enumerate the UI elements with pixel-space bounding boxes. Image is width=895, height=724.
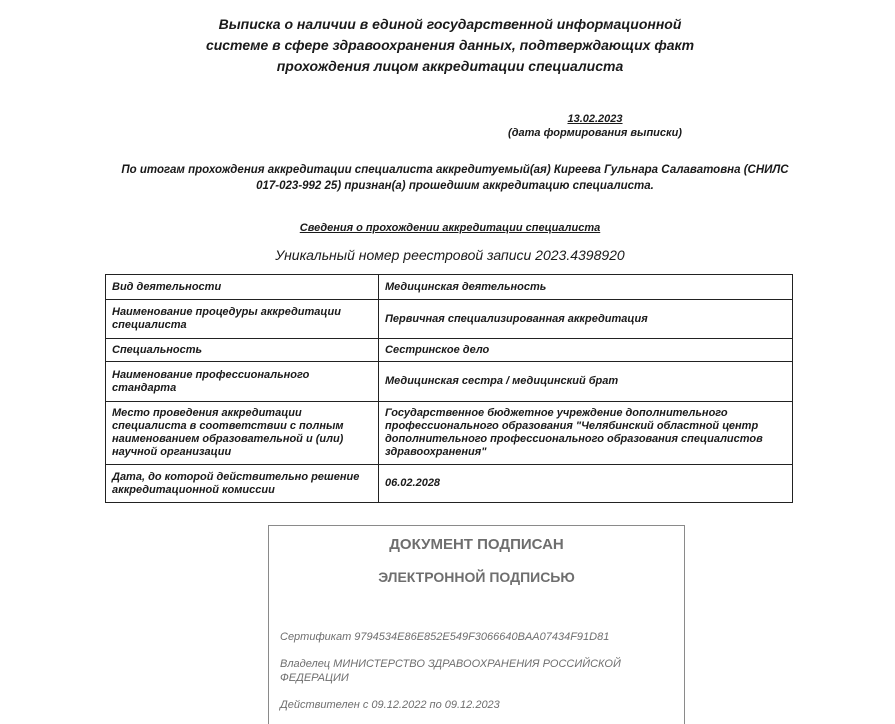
row-label: Специальность: [106, 339, 379, 362]
table-row: [106, 300, 793, 339]
accreditation-table: [105, 274, 793, 503]
row-value: Медицинская деятельность: [379, 275, 793, 300]
row-label: Место проведения аккредитации специалиста в соответствии с полным наименованием образовательной и (или) научной организации: [106, 402, 379, 465]
document-title-line: прохождения лицом аккредитации специалиста: [276, 58, 624, 74]
row-label: Вид деятельности: [106, 275, 379, 300]
intro-line: 017-023-992 25) признан(а) прошедшим аккредитацию специалиста.: [256, 180, 654, 192]
row-label: Дата, до которой действительно решение аккредитационной комиссии: [106, 465, 379, 503]
table-row: [106, 275, 793, 300]
row-value: Государственное бюджетное учреждение дополнительного профессионального образования "Челябинский областной центр дополнительного профессионального образования специалистов здравоохранения": [379, 402, 793, 465]
document-title: [200, 14, 700, 77]
certificate-number: Сертификат 9794534E86E852E549F3066640BAA07434F91D81: [280, 631, 610, 643]
row-value: Сестринское дело: [379, 339, 793, 362]
intro-line: По итогам прохождения аккредитации специалиста аккредитуемый(ая) Киреева Гульнара Салаватовна (СНИЛС: [121, 164, 789, 176]
formation-date-caption: (дата формирования выписки): [508, 127, 682, 139]
row-label: Наименование профессионального стандарта: [106, 362, 379, 402]
table-row: [106, 362, 793, 402]
table-row: [106, 339, 793, 362]
row-label: Наименование процедуры аккредитации специалиста: [106, 300, 379, 339]
section-title: Сведения о прохождении аккредитации специалиста: [299, 222, 601, 234]
document-title-line: системе в сфере здравоохранения данных, подтверждающих факт: [205, 37, 695, 53]
document-title-line: Выписка о наличии в единой государственной информационной: [218, 16, 682, 32]
registry-number: Уникальный номер реестровой записи 2023.4398920: [275, 247, 625, 263]
certificate-owner: Владелец МИНИСТЕРСТВО ЗДРАВООХРАНЕНИЯ РОССИЙСКОЙ ФЕДЕРАЦИИ: [280, 658, 621, 684]
table-row: [106, 402, 793, 465]
intro-paragraph: [110, 162, 800, 194]
row-value: 06.02.2028: [379, 465, 793, 503]
row-value: Медицинская сестра / медицинский брат: [379, 362, 793, 402]
electronic-signature-stamp: [268, 525, 685, 724]
stamp-heading: ДОКУМЕНТ ПОДПИСАН: [389, 536, 564, 553]
certificate-validity: Действителен с 09.12.2022 по 09.12.2023: [280, 699, 500, 711]
formation-date: 13.02.2023: [567, 113, 623, 125]
table-row: [106, 465, 793, 503]
row-value: Первичная специализированная аккредитация: [379, 300, 793, 339]
stamp-subheading: ЭЛЕКТРОННОЙ ПОДПИСЬЮ: [378, 569, 575, 585]
formation-date-block: [495, 112, 695, 140]
